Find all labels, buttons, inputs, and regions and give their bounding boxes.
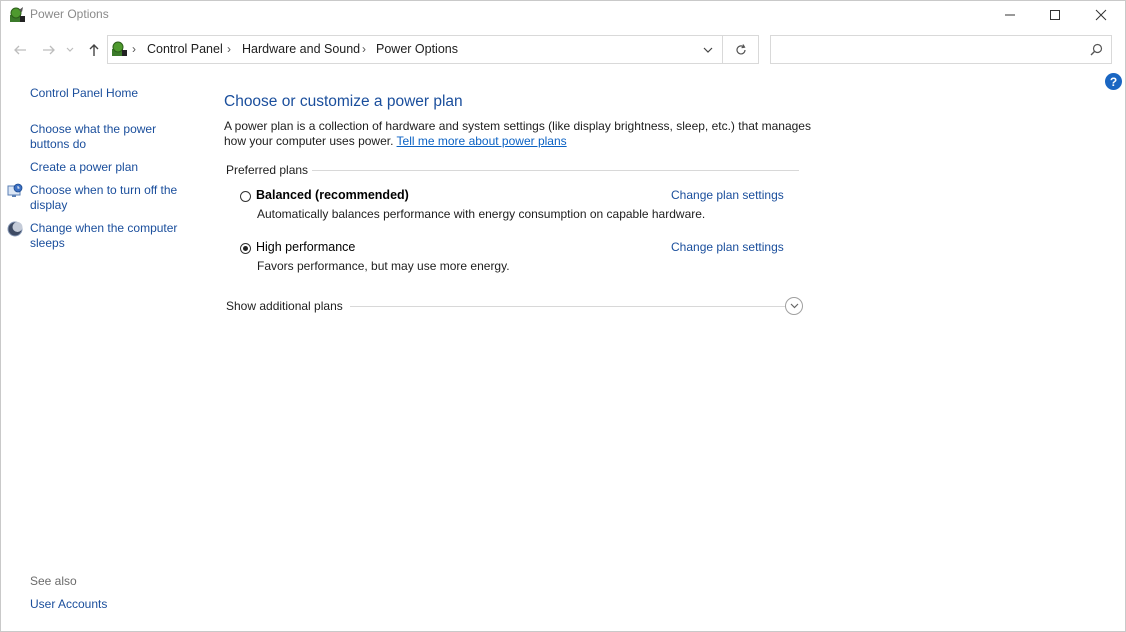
maximize-icon [1049,9,1061,21]
plan-description-balanced: Automatically balances performance with energy consumption on capable hardware. [257,207,706,221]
minimize-icon [1004,9,1016,21]
description-text: how your computer uses power. [224,134,394,148]
high-performance-radio[interactable] [240,243,251,254]
sidebar-control-panel-home[interactable]: Control Panel Home [30,86,139,100]
display-clock-icon [7,183,23,199]
page-title: Choose or customize a power plan [224,93,463,110]
forward-button[interactable] [39,40,59,60]
title-bar [0,0,1126,30]
change-plan-settings-high-performance[interactable]: Change plan settings [671,240,784,254]
power-options-icon [110,40,128,58]
back-arrow-icon [13,44,27,56]
breadcrumb-separator: › [362,42,366,56]
sidebar-item-label: sleeps [30,236,65,250]
chevron-down-icon [66,47,74,53]
chevron-down-icon [703,47,713,53]
group-divider [350,306,786,307]
radio-selected-dot [243,246,248,251]
expand-additional-plans-button[interactable] [785,297,803,315]
learn-more-link[interactable]: Tell me more about power plans [396,134,567,148]
preferred-plans-label: Preferred plans [226,163,312,177]
page-description [224,119,824,149]
power-options-icon [8,6,26,24]
search-icon [1090,43,1103,56]
sidebar-item-label: display [30,198,68,212]
breadcrumb-power-options[interactable]: Power Options [376,42,458,56]
description-text: A power plan is a collection of hardware and system settings (like display brightness, sleep, etc.) that manages [224,119,811,133]
sidebar-item-create-plan[interactable] [30,160,138,175]
forward-arrow-icon [42,44,56,56]
maximize-button[interactable] [1032,0,1078,30]
recent-locations-button[interactable] [63,40,77,60]
sidebar-item-label: Change when the computer [30,221,178,235]
plan-description-high-performance: Favors performance, but may use more energy. [257,259,510,273]
up-button[interactable] [84,40,104,60]
moon-icon [7,221,23,237]
sidebar-item-label: Create a power plan [30,160,139,174]
breadcrumb-separator: › [132,42,136,56]
close-icon [1095,9,1107,21]
refresh-icon [735,44,747,56]
window-title: Power Options [30,7,109,21]
plan-name-high-performance[interactable]: High performance [256,240,356,254]
breadcrumb-hardware-and-sound[interactable]: Hardware and Sound [242,42,361,56]
sidebar-item-label: Choose what the power [30,122,157,136]
help-icon[interactable]: ? [1105,73,1122,90]
close-button[interactable] [1078,0,1124,30]
balanced-radio[interactable] [240,191,251,202]
change-plan-settings-balanced[interactable]: Change plan settings [671,188,784,202]
sidebar-item-user-accounts[interactable]: User Accounts [30,597,108,611]
breadcrumb-separator: › [227,42,231,56]
see-also-label: See also [30,574,77,588]
sidebar-item-label: Choose when to turn off the [30,183,178,197]
plan-name-balanced[interactable]: Balanced (recommended) [256,188,409,202]
minimize-button[interactable] [987,0,1033,30]
address-dropdown-button[interactable] [700,42,716,58]
sidebar-item-display-off[interactable] [30,183,177,213]
breadcrumb-control-panel[interactable]: Control Panel [147,42,223,56]
refresh-button[interactable] [723,35,759,64]
sidebar-item-sleep[interactable] [30,221,177,251]
show-additional-plans-label[interactable]: Show additional plans [226,299,343,313]
search-input[interactable] [770,35,1112,64]
back-button[interactable] [10,40,30,60]
sidebar-item-label: buttons do [30,137,87,151]
chevron-down-icon [790,303,799,309]
sidebar-item-power-buttons[interactable] [30,122,156,152]
up-arrow-icon [88,43,100,57]
